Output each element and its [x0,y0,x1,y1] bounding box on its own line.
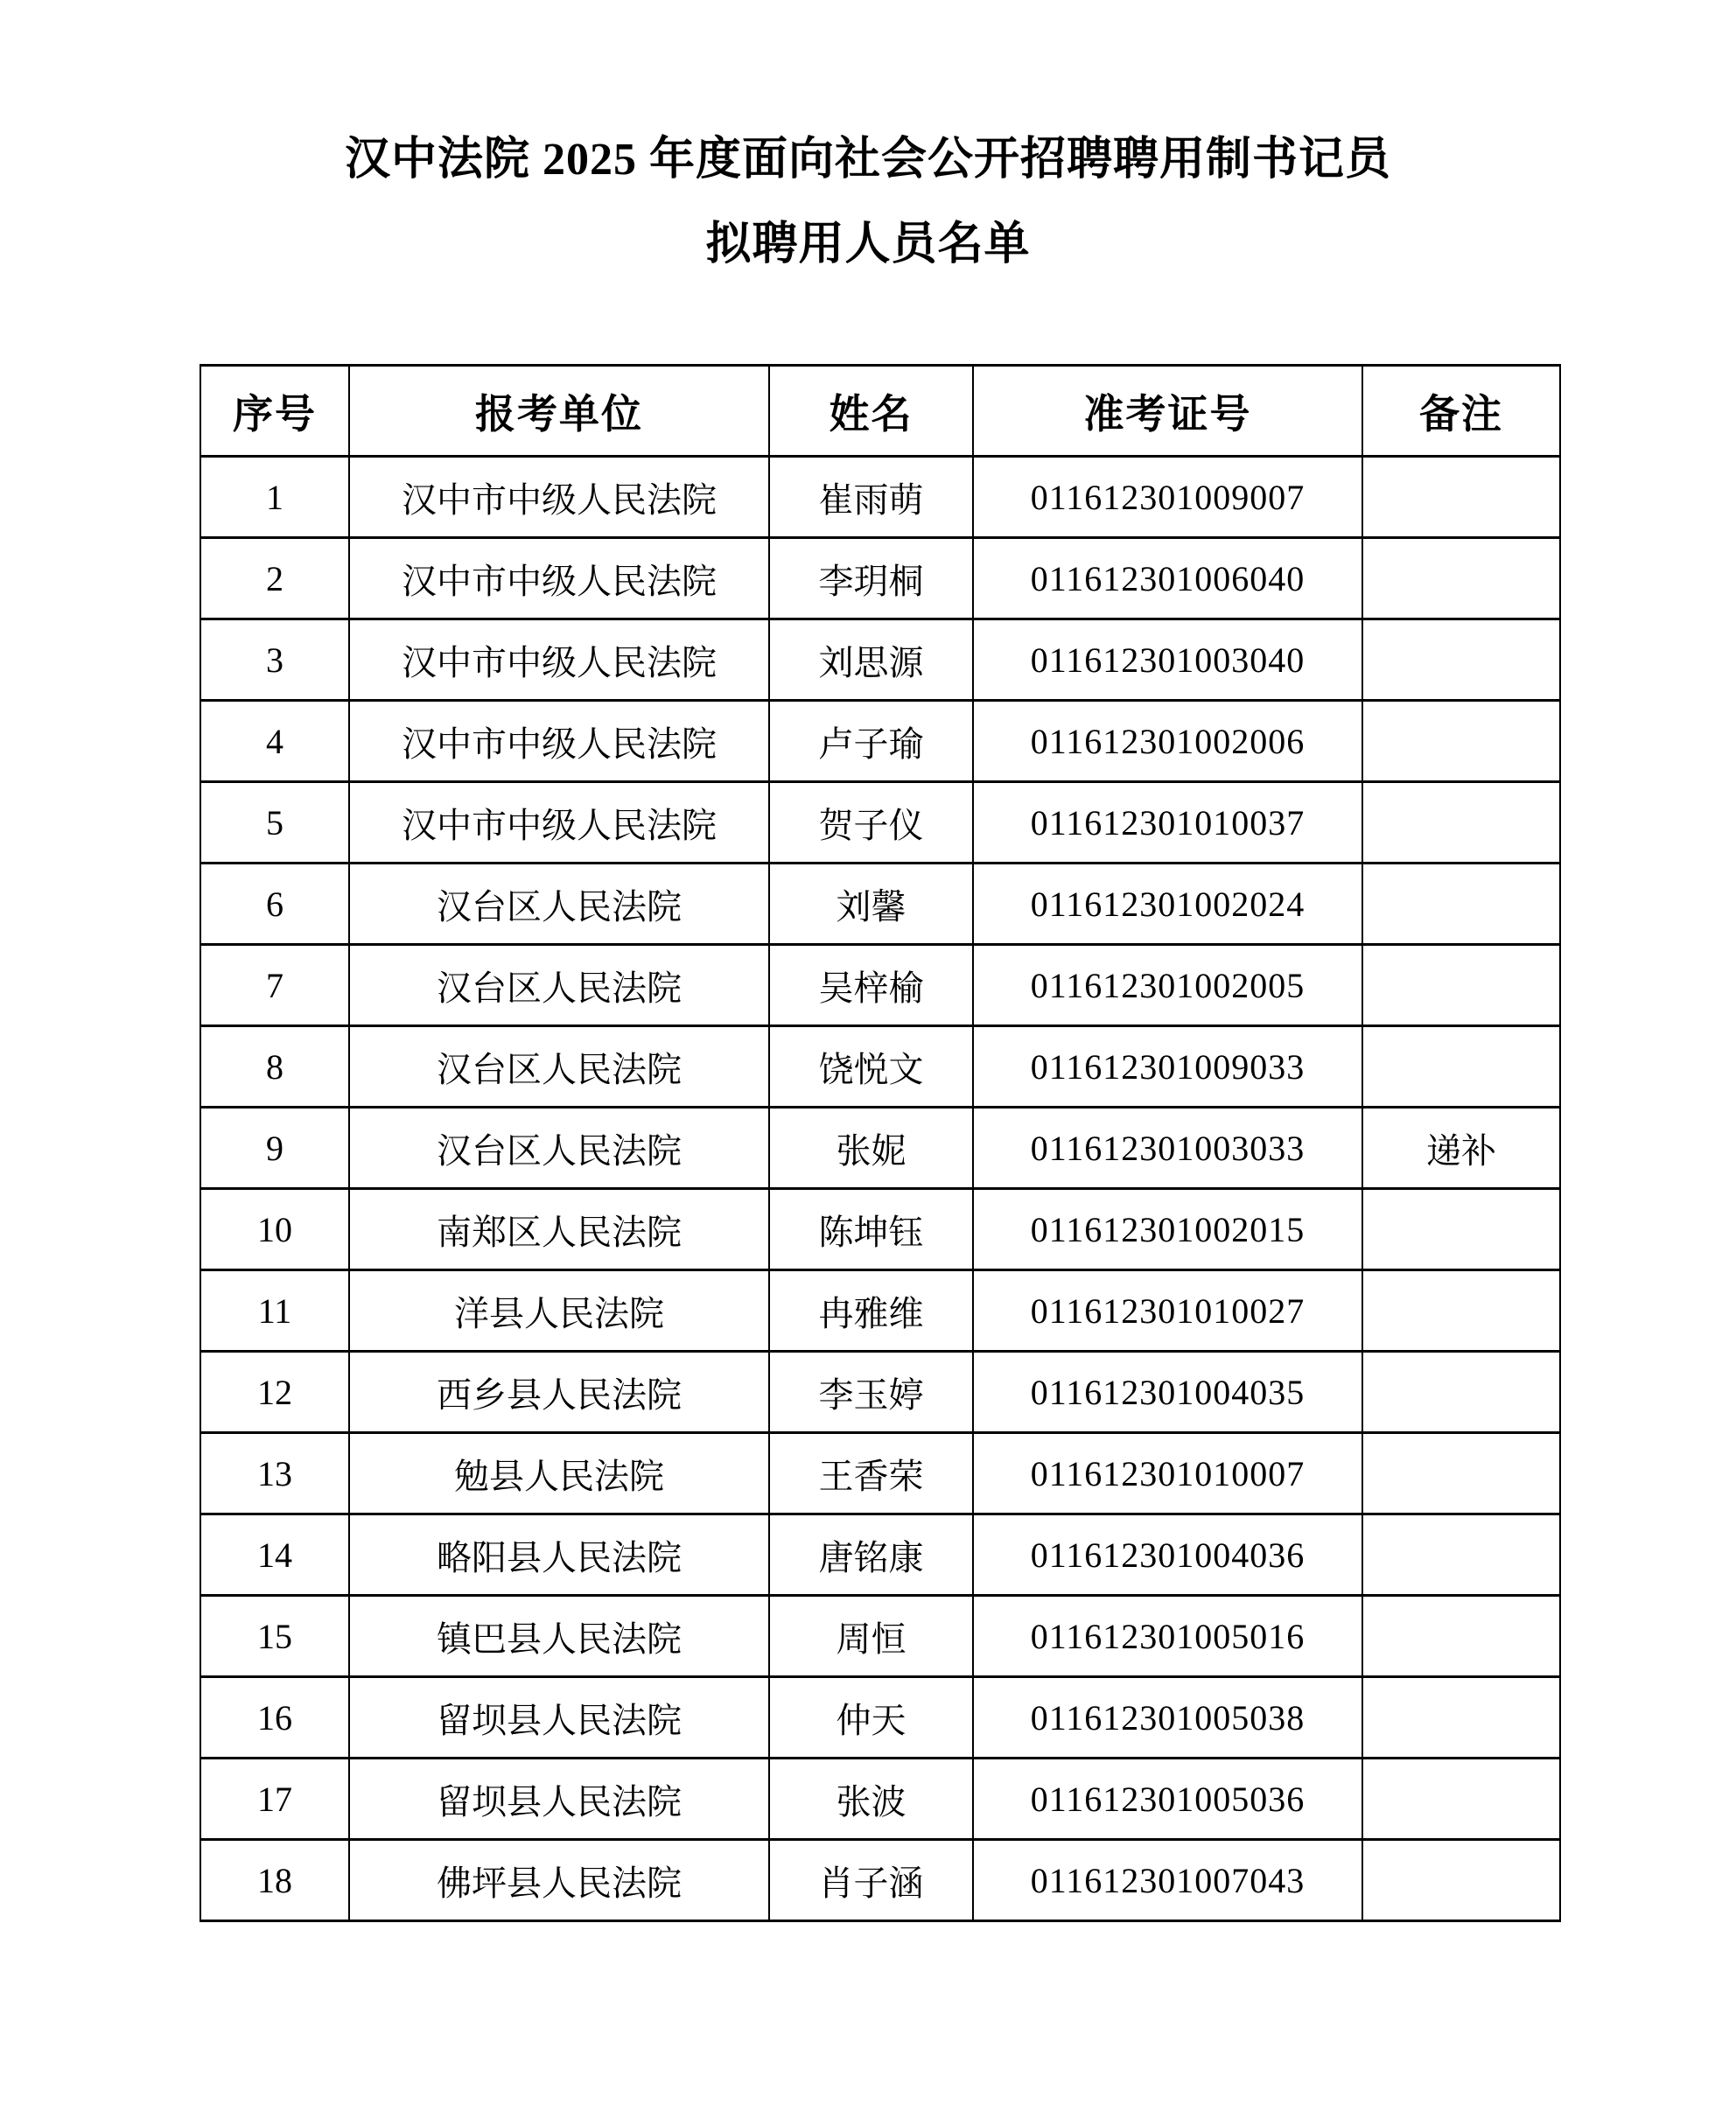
cell-note [1362,1270,1560,1352]
cell-unit: 汉中市中级人民法院 [349,701,769,782]
cell-unit: 洋县人民法院 [349,1270,769,1352]
cell-no: 6 [200,864,349,945]
cell-ticket: 011612301002006 [973,701,1362,782]
cell-name: 仲天 [769,1677,973,1759]
cell-ticket: 011612301002015 [973,1189,1362,1270]
cell-note [1362,1352,1560,1433]
cell-note [1362,1026,1560,1108]
cell-note [1362,1596,1560,1677]
cell-ticket: 011612301005036 [973,1759,1362,1840]
cell-no: 10 [200,1189,349,1270]
cell-name: 张波 [769,1759,973,1840]
cell-ticket: 011612301004036 [973,1514,1362,1596]
cell-unit: 汉台区人民法院 [349,1108,769,1189]
cell-ticket: 011612301010007 [973,1433,1362,1514]
table-row [200,1189,1560,1270]
table-row [200,1352,1560,1433]
cell-unit: 勉县人民法院 [349,1433,769,1514]
cell-name: 崔雨萌 [769,457,973,538]
cell-ticket: 011612301009033 [973,1026,1362,1108]
table-row [200,457,1560,538]
column-header-note: 备注 [1362,366,1560,457]
table-row [200,1433,1560,1514]
cell-note [1362,1759,1560,1840]
cell-name: 王香荣 [769,1433,973,1514]
cell-unit: 汉中市中级人民法院 [349,619,769,701]
cell-no: 9 [200,1108,349,1189]
cell-note [1362,1840,1560,1921]
cell-name: 张妮 [769,1108,973,1189]
cell-name: 贺子仪 [769,782,973,864]
cell-no: 16 [200,1677,349,1759]
cell-unit: 南郑区人民法院 [349,1189,769,1270]
cell-name: 陈坤钰 [769,1189,973,1270]
cell-unit: 佛坪县人民法院 [349,1840,769,1921]
cell-note: 递补 [1362,1108,1560,1189]
cell-ticket: 011612301004035 [973,1352,1362,1433]
table-row [200,538,1560,619]
cell-no: 1 [200,457,349,538]
cell-ticket: 011612301002005 [973,945,1362,1026]
table-row [200,782,1560,864]
column-header-ticket: 准考证号 [973,366,1362,457]
cell-name: 饶悦文 [769,1026,973,1108]
document-title-line1: 汉中法院 2025 年度面向社会公开招聘聘用制书记员 [344,135,1391,185]
table-row [200,1677,1560,1759]
cell-note [1362,945,1560,1026]
cell-no: 18 [200,1840,349,1921]
roster-body [200,457,1560,1921]
cell-name: 冉雅维 [769,1270,973,1352]
cell-no: 5 [200,782,349,864]
cell-note [1362,619,1560,701]
document-title-line2: 拟聘用人员名单 [705,220,1031,269]
table-row [200,1270,1560,1352]
column-header-no: 序号 [200,366,349,457]
cell-unit: 汉中市中级人民法院 [349,538,769,619]
cell-name: 肖子涵 [769,1840,973,1921]
cell-name: 刘思源 [769,619,973,701]
hire-roster-table [200,364,1561,1922]
cell-name: 李玥桐 [769,538,973,619]
cell-no: 7 [200,945,349,1026]
cell-unit: 略阳县人民法院 [349,1514,769,1596]
table-row [200,1596,1560,1677]
table-row [200,1759,1560,1840]
cell-unit: 留坝县人民法院 [349,1759,769,1840]
cell-ticket: 011612301006040 [973,538,1362,619]
cell-note [1362,1677,1560,1759]
cell-ticket: 011612301010027 [973,1270,1362,1352]
cell-note [1362,538,1560,619]
cell-name: 吴梓榆 [769,945,973,1026]
cell-note [1362,864,1560,945]
table-row [200,1108,1560,1189]
table-row [200,1514,1560,1596]
cell-ticket: 011612301005038 [973,1677,1362,1759]
cell-note [1362,1189,1560,1270]
cell-unit: 留坝县人民法院 [349,1677,769,1759]
cell-ticket: 011612301005016 [973,1596,1362,1677]
table-row [200,1840,1560,1921]
cell-no: 12 [200,1352,349,1433]
cell-note [1362,1514,1560,1596]
cell-no: 11 [200,1270,349,1352]
cell-unit: 汉台区人民法院 [349,945,769,1026]
cell-no: 13 [200,1433,349,1514]
cell-name: 卢子瑜 [769,701,973,782]
cell-name: 刘馨 [769,864,973,945]
cell-no: 15 [200,1596,349,1677]
cell-unit: 西乡县人民法院 [349,1352,769,1433]
cell-note [1362,1433,1560,1514]
cell-no: 2 [200,538,349,619]
table-row [200,1026,1560,1108]
cell-note [1362,782,1560,864]
cell-no: 8 [200,1026,349,1108]
cell-ticket: 011612301007043 [973,1840,1362,1921]
cell-ticket: 011612301010037 [973,782,1362,864]
cell-unit: 汉中市中级人民法院 [349,457,769,538]
cell-name: 李玉婷 [769,1352,973,1433]
table-header-row [200,366,1560,457]
cell-no: 3 [200,619,349,701]
table-row [200,619,1560,701]
table-row [200,945,1560,1026]
cell-ticket: 011612301003033 [973,1108,1362,1189]
cell-unit: 镇巴县人民法院 [349,1596,769,1677]
cell-name: 周恒 [769,1596,973,1677]
table-row [200,701,1560,782]
column-header-name: 姓名 [769,366,973,457]
cell-ticket: 011612301002024 [973,864,1362,945]
cell-note [1362,701,1560,782]
cell-unit: 汉台区人民法院 [349,1026,769,1108]
cell-name: 唐铭康 [769,1514,973,1596]
cell-no: 17 [200,1759,349,1840]
cell-no: 14 [200,1514,349,1596]
cell-ticket: 011612301003040 [973,619,1362,701]
table-row [200,864,1560,945]
roster-header [200,366,1560,457]
cell-ticket: 011612301009007 [973,457,1362,538]
column-header-unit: 报考单位 [349,366,769,457]
cell-no: 4 [200,701,349,782]
cell-unit: 汉中市中级人民法院 [349,782,769,864]
cell-unit: 汉台区人民法院 [349,864,769,945]
cell-note [1362,457,1560,538]
